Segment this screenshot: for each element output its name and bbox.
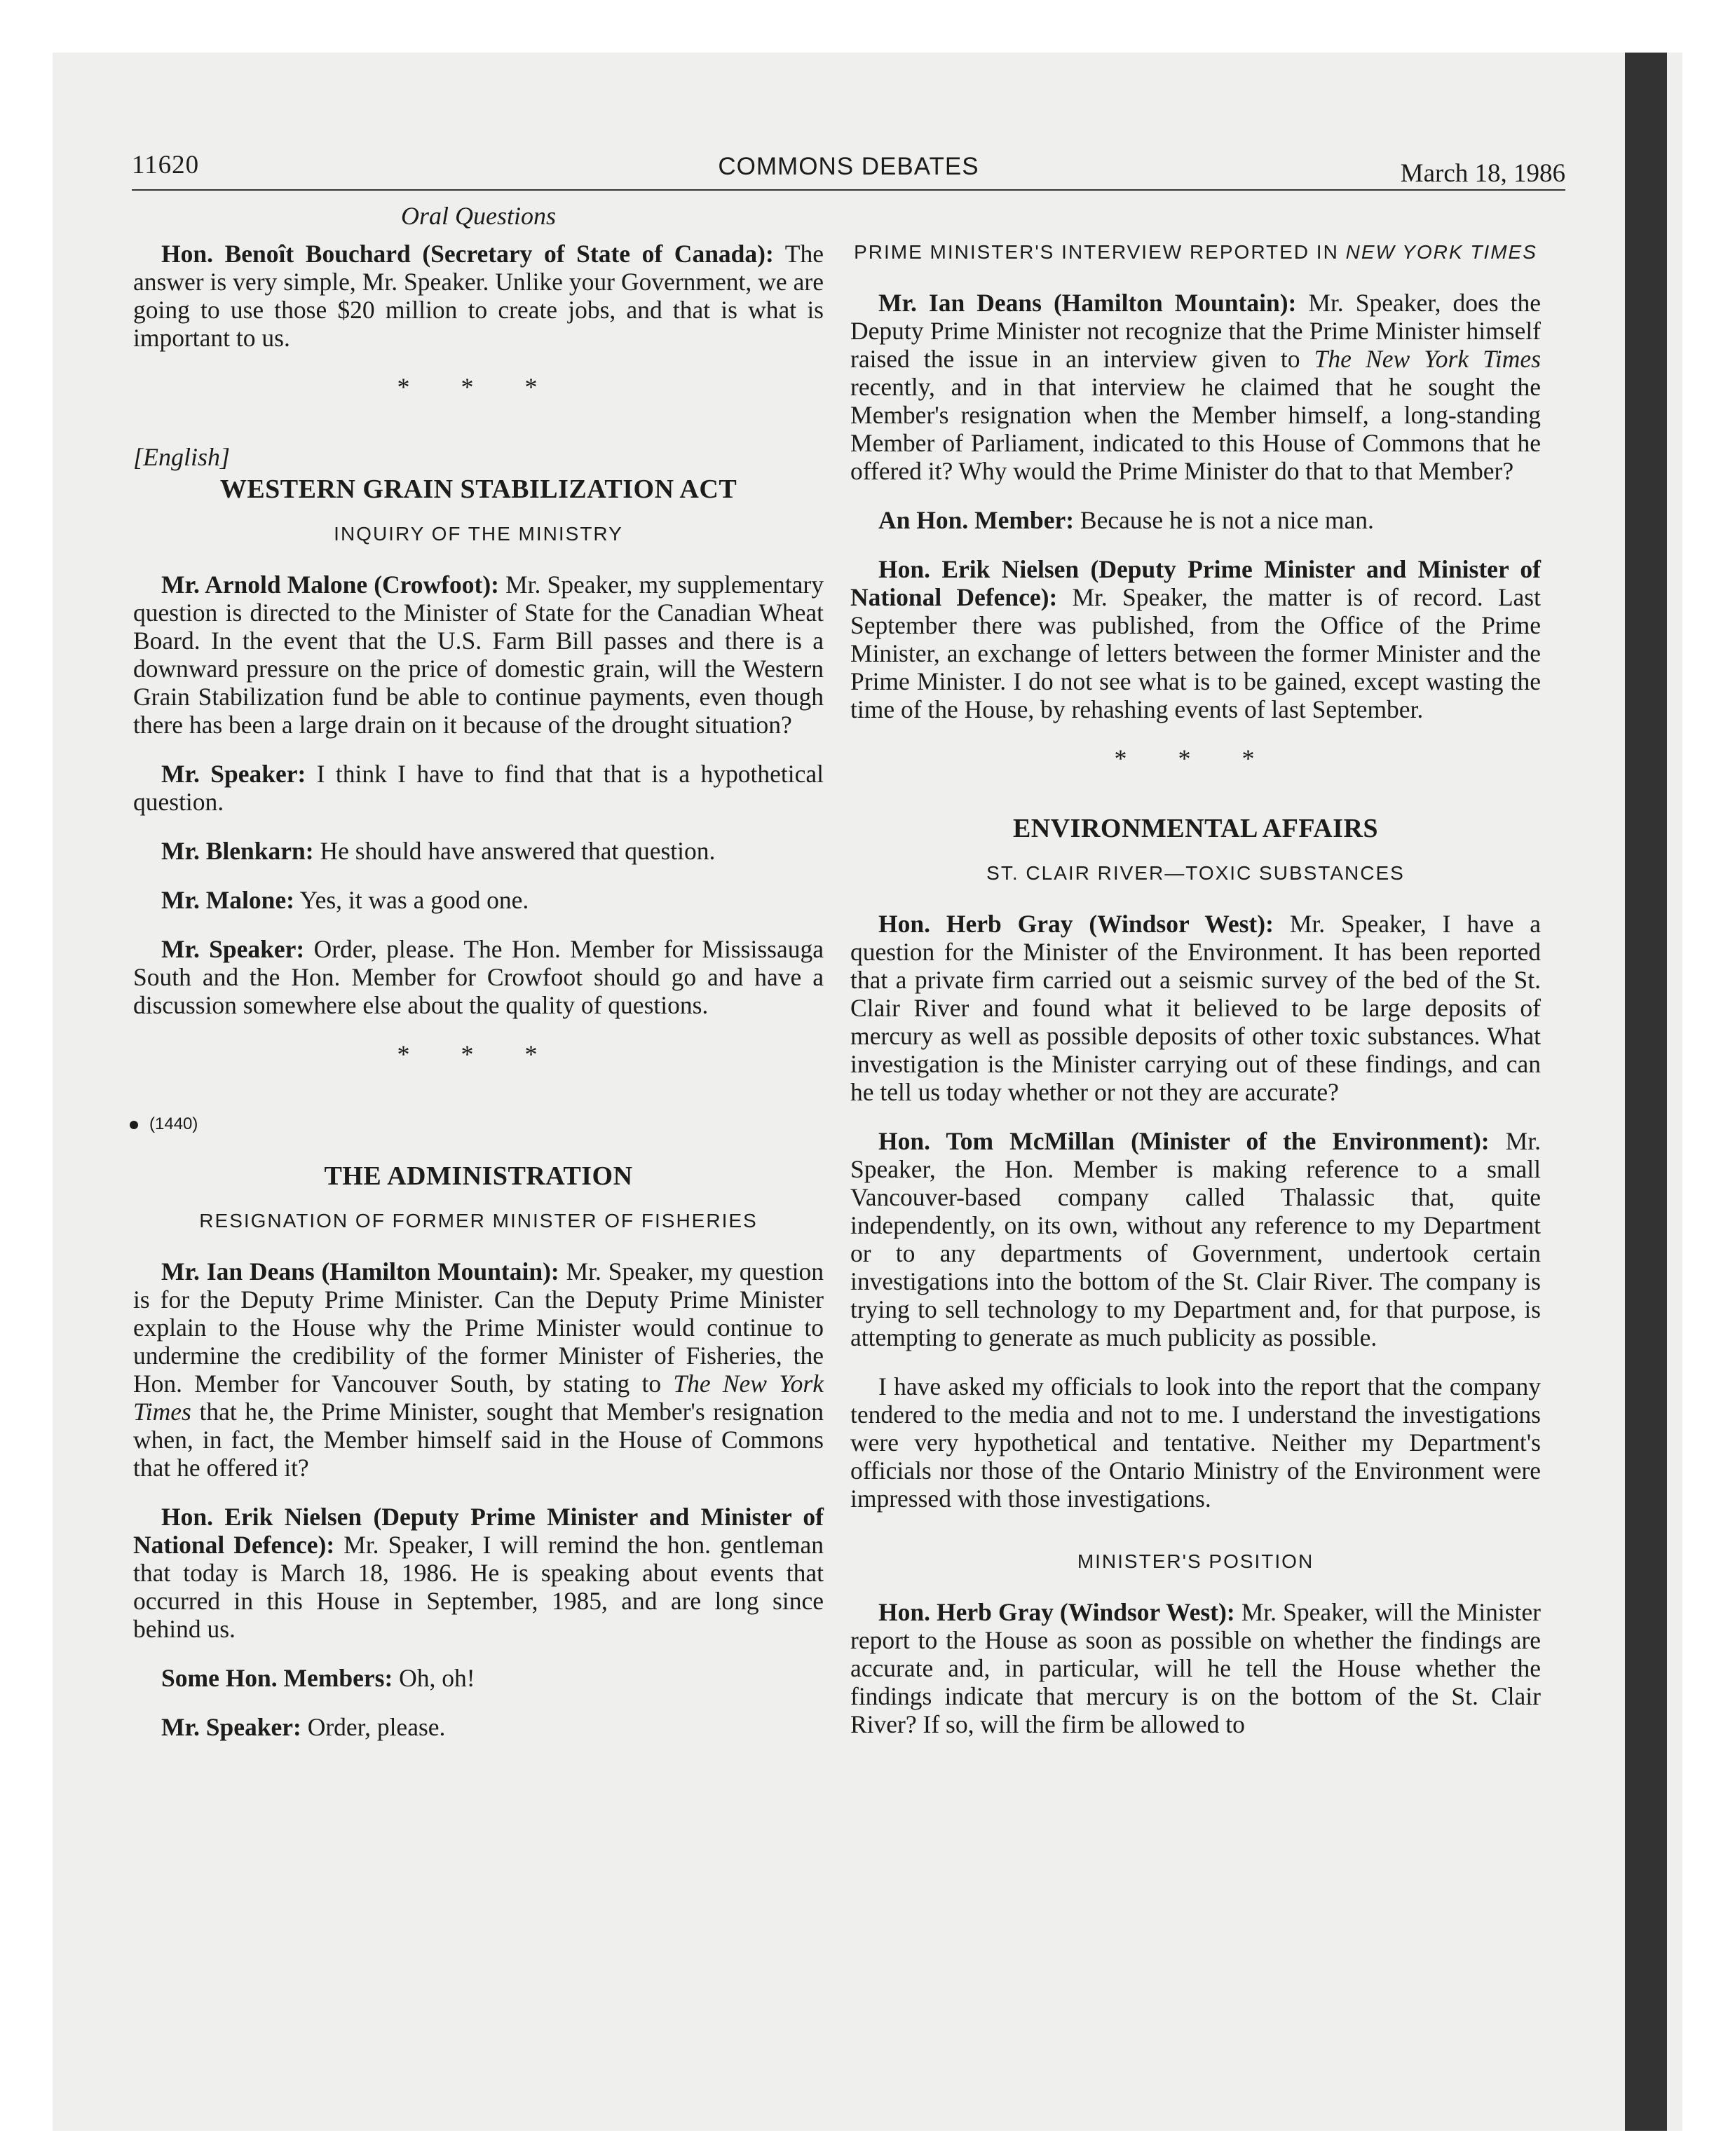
speaker-name: Hon. Herb Gray (Windsor West): [878, 910, 1274, 938]
speaker-name: Mr. Speaker: [161, 935, 305, 963]
speech-text: Order, please. [301, 1713, 446, 1741]
speech-text: Mr. Speaker, my supplementary question is directed to the Minister of State for the Canadian Wheat Board. In the event that the U.S. Farm Bill passes and there is a downward pressure on the price of domestic grain, will the Western Grain Stabilization fund be able to continue payments, even though there has been a large drain on it because of the drought situation? [133, 571, 824, 739]
section-subheading [850, 238, 1541, 266]
speaker-name: Mr. Speaker: [161, 1713, 301, 1741]
speech-text: I think I have to find that that is a hypothetical question. [133, 760, 824, 816]
paragraph [850, 1598, 1541, 1738]
section-subheading: ST. CLAIR RIVER—TOXIC SUBSTANCES [986, 862, 1405, 884]
publication-title: COMMONS DEBATES [718, 153, 979, 180]
page-header [132, 147, 1565, 191]
speech-text: that he, the Prime Minister, sought that Member's resignation when, in fact, the Member himself said in the House of Commons that he offered it? [133, 1398, 824, 1482]
speaker-name: Mr. Blenkarn: [161, 837, 314, 865]
speech-text: Oh, oh! [393, 1664, 475, 1692]
speaker-name: An Hon. Member: [878, 506, 1075, 534]
right-column [850, 238, 1541, 1759]
speech-text: He should have answered that question. [313, 837, 716, 865]
paragraph [133, 571, 824, 739]
speech-text: recently, and in that interview he claimed that he sought the Member's resignation when the Member himself, a long-standing Member of Parliament, indicated to this House of Commons that he offered it? Why would the Prime Minister do that to that Member? [850, 373, 1541, 485]
speaker-name: Mr. Arnold Malone (Crowfoot): [161, 571, 499, 599]
subheading-text: PRIME MINISTER'S INTERVIEW REPORTED IN [854, 241, 1346, 263]
paragraph [133, 760, 824, 816]
speaker-name: Mr. Speaker: [161, 760, 306, 788]
paragraph [850, 910, 1541, 1106]
paragraph [850, 555, 1541, 723]
paragraph [850, 1372, 1541, 1513]
speaker-name: Hon. Benoît Bouchard (Secretary of State of Canada): [161, 240, 774, 268]
section-separator: * * * [397, 373, 560, 401]
speaker-name: Hon. Erik Nielsen (Deputy Prime Minister and Minister of National Defence): [850, 555, 1541, 611]
running-title: Oral Questions [400, 202, 556, 230]
speaker-name: Mr. Malone: [161, 886, 294, 914]
speech-text: Yes, it was a good one. [294, 886, 529, 914]
publication-date: March 18, 1986 [1400, 159, 1565, 188]
speech-text-italic: The New York Times [1314, 345, 1542, 373]
speech-text: I have asked my officials to look into the report that the company tendered to the media and not to me. I understand the investigations were very hypothetical and tentative. Neither my Department's officials nor those of the Ontario Ministry of the Environment were impressed with those investigations. [850, 1372, 1541, 1513]
section-heading: THE ADMINISTRATION [324, 1161, 633, 1191]
subheading-italic: NEW YORK TIMES [1345, 241, 1537, 263]
paragraph [133, 1503, 824, 1643]
bullet-icon [130, 1121, 138, 1129]
scan-edge-shadow [1625, 53, 1667, 2131]
time-label: (1440) [149, 1114, 198, 1133]
section-subheading: INQUIRY OF THE MINISTRY [334, 523, 623, 545]
speech-text: Mr. Speaker, the matter is of record. Last September there was published, from the Office of the Prime Minister, an exchange of letters between the former Minister and the Prime Minister. I do not see what is to be gained, except wasting the time of the House, by rehashing events of last September. [850, 583, 1541, 723]
paragraph [133, 1257, 824, 1482]
page-number: 11620 [132, 151, 200, 179]
paragraph [133, 1713, 824, 1741]
paragraph [133, 837, 824, 865]
speech-text: Because he is not a nice man. [1074, 506, 1374, 534]
paragraph [133, 240, 824, 352]
paragraph [850, 506, 1541, 534]
speaker-name: Some Hon. Members: [161, 1664, 393, 1692]
paragraph [133, 886, 824, 914]
speech-text: Mr. Speaker, I have a question for the Minister of the Environment. It has been reported that a private firm carried out a seismic survey of the bed of the St. Clair River and found what it believed to be large deposits of mercury as well as possible deposits of other toxic substances. What investigation is the Minister carrying out of these findings, and can he tell us today whether or not they are accurate? [850, 910, 1541, 1106]
speech-text: Mr. Speaker, does the Deputy Prime Minister not recognize that the Prime Minister himself raised the issue in an interview given to [850, 289, 1541, 373]
speech-text: Mr. Speaker, will the Minister report to the House as soon as possible on whether the findings are accurate and, in particular, will he tell the House whether the findings indicate that mercury is on the bottom of the St. Clair River? If so, will the firm be allowed to [850, 1598, 1541, 1738]
speech-text: Order, please. The Hon. Member for Mississauga South and the Hon. Member for Crowfoot should go and have a discussion somewhere else about the quality of questions. [133, 935, 824, 1019]
section-separator: * * * [397, 1040, 560, 1068]
speaker-name: Mr. Ian Deans (Hamilton Mountain): [161, 1257, 559, 1285]
left-column [133, 196, 824, 1762]
speech-text: Mr. Speaker, I will remind the hon. gentleman that today is March 18, 1986. He is speaking about events that occurred in this House in September, 1985, and are long since behind us. [133, 1531, 824, 1643]
paragraph [850, 1127, 1541, 1351]
speaker-name: Hon. Erik Nielsen (Deputy Prime Minister and Minister of National Defence): [133, 1503, 824, 1559]
paragraph [133, 935, 824, 1019]
speaker-name: Hon. Herb Gray (Windsor West): [878, 1598, 1235, 1626]
section-subheading: MINISTER'S POSITION [1077, 1550, 1314, 1572]
speech-text: The answer is very simple, Mr. Speaker. Unlike your Government, we are going to use those $20 million to create jobs, and that is what is important to us. [133, 240, 824, 352]
speaker-name: Mr. Ian Deans (Hamilton Mountain): [878, 289, 1297, 317]
language-note: [English] [133, 443, 231, 471]
speech-text: Mr. Speaker, my question is for the Deputy Prime Minister. Can the Deputy Prime Minister explain to the House why the Prime Minister would continue to undermine the credibility of the former Minister of Fisheries, the Hon. Member for Vancouver South, by stating to [133, 1257, 824, 1398]
section-heading: WESTERN GRAIN STABILIZATION ACT [219, 475, 737, 504]
paragraph [850, 289, 1541, 485]
time-marker [130, 1110, 824, 1138]
speaker-name: Hon. Tom McMillan (Minister of the Environment): [878, 1127, 1490, 1155]
section-heading: ENVIRONMENTAL AFFAIRS [1012, 814, 1379, 843]
section-separator: * * * [1114, 744, 1277, 772]
speech-text-italic: The New York Times [133, 1370, 824, 1426]
speech-text: Mr. Speaker, the Hon. Member is making reference to a small Vancouver-based company called Thalassic that, quite independently, on its own, without any reference to my Department or to any departments of Government, undertook certain investigations into the bottom of the St. Clair River. The company is trying to sell technology to my Department and, for that purpose, is attempting to generate as much publicity as possible. [850, 1127, 1541, 1351]
paragraph [133, 1664, 824, 1692]
section-subheading: RESIGNATION OF FORMER MINISTER OF FISHERIES [199, 1210, 758, 1231]
